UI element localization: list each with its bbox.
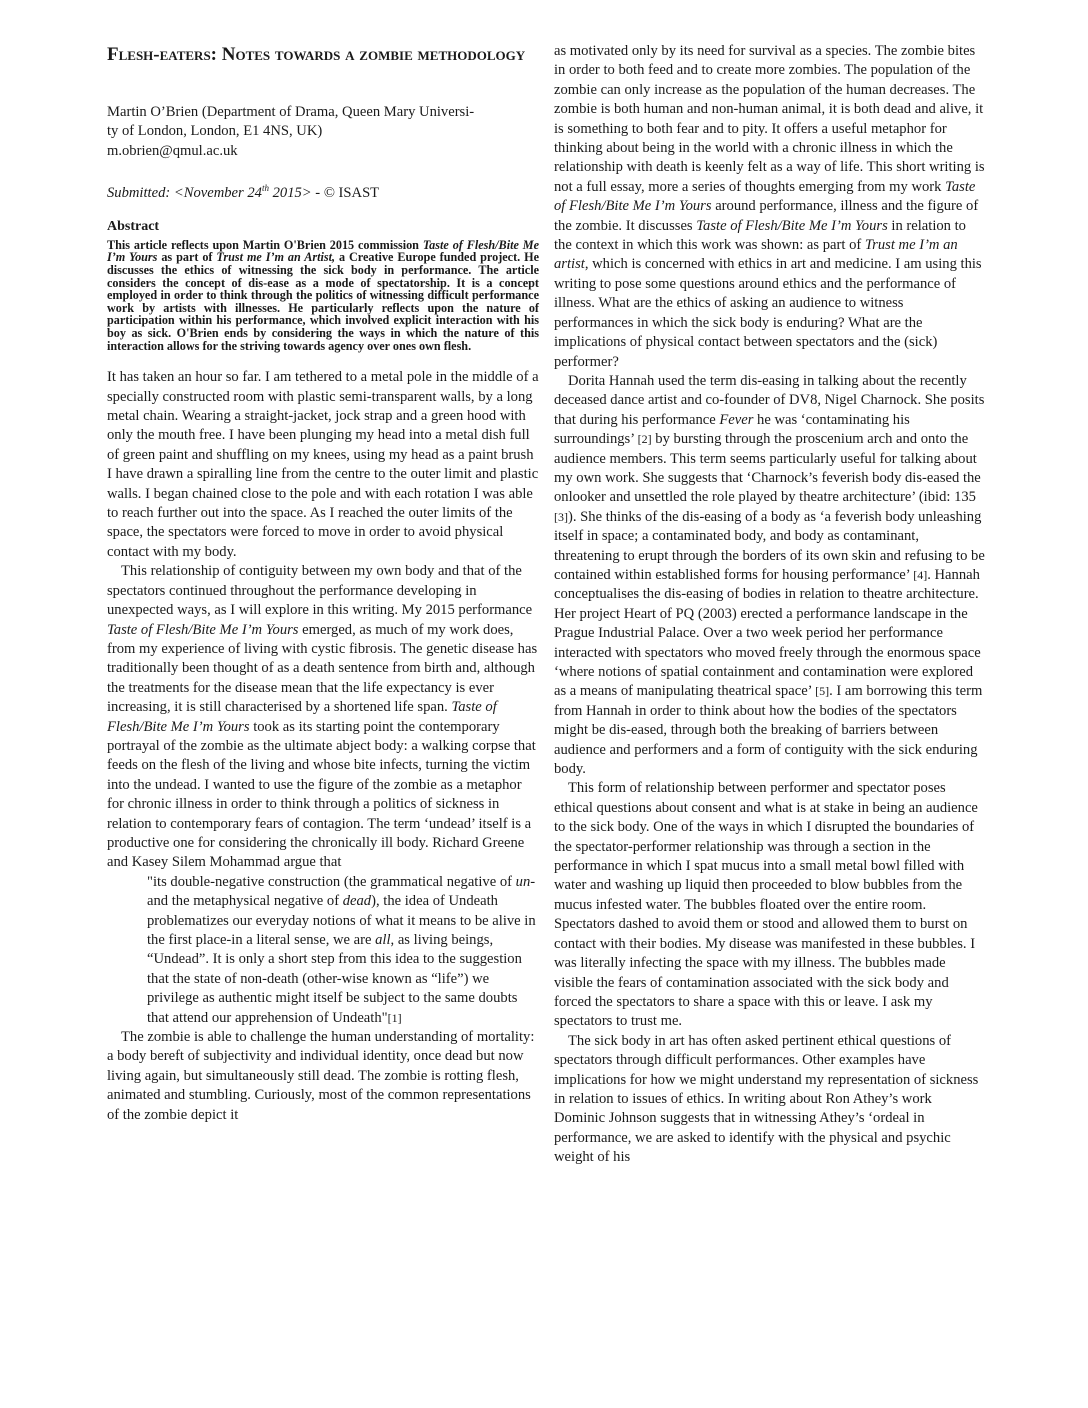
left-body <box>107 368 539 1125</box>
paragraph: This relationship of contiguity between my own body and that of the spectators continued throughout the performance developing in unexpected ways, as I will explore in this writing. My 2015 performance Taste of Flesh/Bite Me I’m Yours emerged, as much of my work does, from my experience of living with cystic fibrosis. The genetic disease has traditionally been thought of as a death sentence from birth and, although the treatments for the disease mean that the life expectancy is ever increasing, it is still characterised by a shortened life span. Taste of Flesh/Bite Me I’m Yours took as its starting point the contemporary portrayal of the zombie as the ultimate abject body: a walking corpse that feeds on the flesh of the living and whose bite infects, turning the victim into the undead. I wanted to use the figure of the zombie as a metaphor for chronic illness in order to think through a politics of sickness in relation to contemporary fears of contagion. The term ‘undead’ itself is a productive one for considering the chronically ill body. Richard Greene and Kasey Silem Mohammad argue that <box>107 563 538 871</box>
article-title <box>107 44 539 65</box>
block-quote: "its double-negative construction (the grammatical negative of un- and the metaphysical negative of dead), the idea of Undeath problematizes our everyday notions of what it means to be alive in the first place-in a literal sense, we are all, as living beings, “Undead”. It is only a short step from this idea to the suggestion that the state of non-death (other-wise known as “life”) we privilege as authentic might itself be subject to the same doubts that attend our apprehension of Undeath"[1] <box>147 873 536 1026</box>
author-affiliation-line1: Martin O’Brien (Department of Drama, Queen Mary Universi- <box>107 104 475 120</box>
paragraph: The zombie is able to challenge the human understanding of mortality: a body bereft of subjectivity and individual identity, once dead but now living again, but simultaneously still dead. The zombie is rotting flesh, animated and stumbling. Curiously, most of the common representations of the zombie depict it <box>107 1029 535 1123</box>
reference-marker: [3] <box>554 509 568 524</box>
title-initial: F <box>107 44 119 65</box>
left-column <box>107 42 539 1125</box>
paragraph: Dorita Hannah used the term dis-easing in talking about the recently deceased dance artist and co-founder of DV8, Nigel Charnock. She posits that during his performance Fever he was ‘contaminating his surroundings’ [2] by bursting through the proscenium arch and onto the audience members. This term seems particularly useful for talking about my own work. She suggests that ‘Charnock’s feverish body dis-eased the onlooker and unsettled the role played by theatre architecture’ (ibid: 135 [3]). She thinks of the dis-easing of a body as ‘a feverish body unleashing itself in space; a contaminated body, and body as contaminant, threatening to erupt through the borders of its own skin and refusing to be contained within established forms for housing performance’ [4]. Hannah conceptualises the dis-easing of bodies in relation to theatre architecture. Her project Heart of PQ (2003) erected a performance landscape in the Prague Industrial Palace. Over a two week period her performance interacted with spectators who moved freely through the enormous space ‘where notions of spatial containment and contamination were explored as a means of manipulating theatrical space’ [5]. I am borrowing this term from Hannah in order to think about how the bodies of the spectators might be dis-eased, through both the breaking of barriers between audience and performers and a form of contiguity with the sick enduring body. <box>554 372 985 778</box>
abstract-text: This article reflects upon Martin O'Brien 2015 commission Taste of Flesh/Bite Me I’m Yours as part of Trust me I’m an Artist, a Creative Europe funded project. He discusses the ethics of witnessing the sick body in performance. The article considers the concept of dis-ease as a mode of spectatorship. It is a concept employed in order to think through the politics of witnessing difficult performance work by artists with illnesses. He particularly reflects upon the nature of participation within his performance, which involved explicit interaction with his boy as sick. O'Brien ends by considering the ways in which the nature of this interaction allows for the striving towards agency over ones own flesh. <box>107 237 539 353</box>
reference-marker: [2] <box>637 432 652 447</box>
reference-marker: [5] <box>815 684 830 699</box>
right-column <box>554 42 986 1168</box>
paragraph: as motivated only by its need for survival as a species. The zombie bites in order to both feed and to create more zombies. The population of the zombie can only increase as the population of the human decreases. The zombie is both human and non-human animal, it is both dead and alive, it is something to both fear and to pity. It offers a useful metaphor for thinking about being in the world with a chronic illness in which the relationship with death is keenly felt as a way of life. This short writing is not a full essay, more a series of thoughts emerging from my work Taste of Flesh/Bite Me I’m Yours around performance, illness and the figure of the zombie. It discusses Taste of Flesh/Bite Me I’m Yours in relation to the context in which this work was shown: as part of Trust me I’m an artist, which is concerned with ethics in art and medicine. I am using this writing to pose some questions around ethics and the performance of illness. What are the ethics of asking an audience to witness performances in which the sick body is enduring? What are the implications of physical contact between spectators and the (sick) performer? <box>554 43 985 370</box>
submission-line: Submitted: <November 24th 2015> - © ISAST <box>107 183 380 202</box>
reference-marker: [1] <box>387 1010 402 1025</box>
paragraph: This form of relationship between performer and spectator poses ethical questions about consent and what is at stake in being an audience to the sick body. One of the ways in which I disrupted the boundaries of the spectator-performer relationship was through a section in the performance in which I spat mucus into a small metal bowl filled with water and washing up liquid then proceeded to blow bubbles from the mucus infested water. The bubbles floated over the entire room. Spectators dashed to avoid them or stood and allowed them to burst on contact with their bodies. My disease was manifested in these bubbles. I was literally infecting the space with my illness. The bubbles made visible the fears of contamination associated with the sick body and forced the spectators to share a space with this or leave. I ask my spectators to trust me. <box>554 780 978 1030</box>
reference-marker: [4] <box>913 567 928 582</box>
author-affiliation-line2: ty of London, London, E1 4NS, UK) <box>107 123 323 140</box>
paragraph: The sick body in art has often asked pertinent ethical questions of spectators through difficult performances. Other examples have implications for how we might understand my representation of sickness in relation to issues of ethics. In writing about Ron Athey’s work Dominic Johnson suggests that in witnessing Athey’s ‘ordeal in performance, we are asked to identify with the physical and psychic weight of his <box>554 1032 979 1166</box>
abstract-heading: Abstract <box>107 219 160 235</box>
author-block <box>107 103 539 161</box>
title-rest: lesh-eaters: Notes towards a zombie methodology <box>118 44 526 65</box>
paragraph: It has taken an hour so far. I am tethered to a metal pole in the middle of a specially constructed room with plastic semi-transparent walls, by a long metal chain. Wearing a straight-jacket, jock strap and a green hood with only the mouth free. I have been plunging my head into a metal dish full of green paint and shuffling on my knees, using my head as a paint brush I have drawn a spiralling line from the centre to the outer limit and plastic walls. I began chained close to the pole and with each rotation I was able to reach further out into the space. As I reached the outer limits of the space, the spectators were forced to move in order to avoid physical contact with my body. <box>107 369 539 560</box>
author-email[interactable]: m.obrien@qmul.ac.uk <box>107 142 238 159</box>
